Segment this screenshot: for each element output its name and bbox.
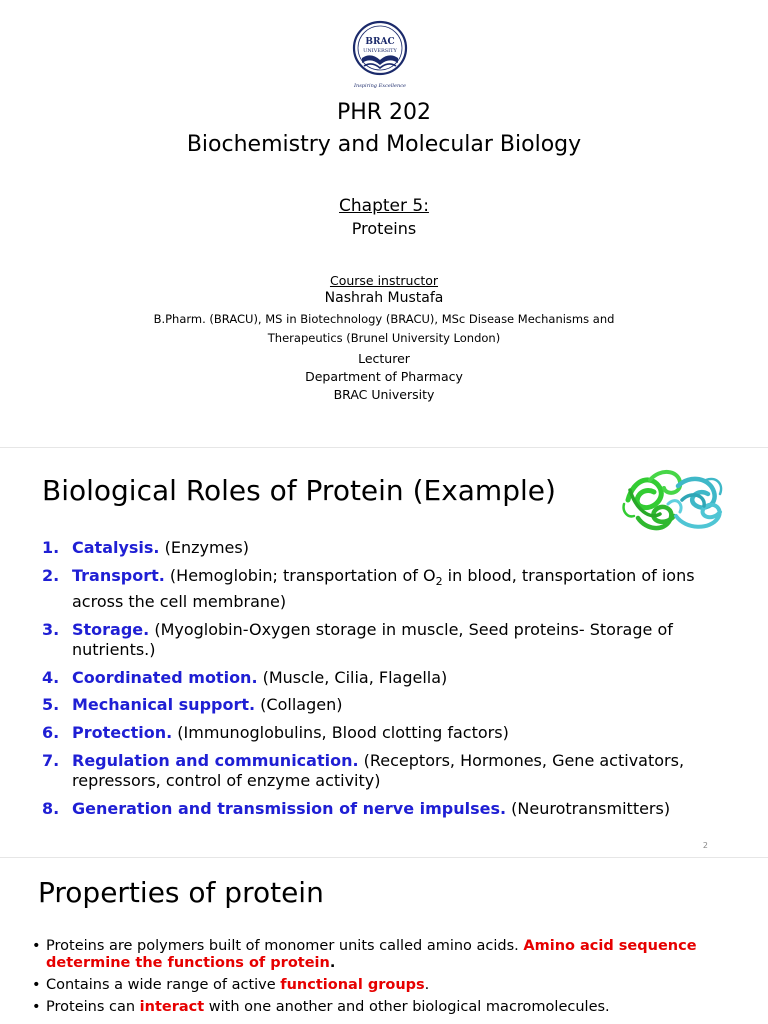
property-highlight: Amino acid sequence determine the functions of protein: [46, 938, 697, 971]
list-item: [32, 977, 742, 994]
protein-structure-image: [620, 460, 730, 545]
course-code: PHR 202: [336, 100, 432, 125]
instructor-department: Department of Pharmacy: [305, 369, 463, 384]
role-term: Transport.: [72, 565, 165, 585]
properties-slide-title: Properties of protein: [38, 876, 324, 909]
property-text-end: .: [424, 977, 430, 993]
instructor-name: Nashrah Mustafa: [324, 290, 444, 306]
role-term: Mechanical support.: [72, 695, 256, 715]
property-text: Proteins are polymers built of monomer units called amino acids.: [46, 938, 524, 954]
title-slide: [0, 0, 768, 448]
role-description: (Hemoglobin; transportation of O: [164, 565, 436, 585]
role-description: (Muscle, Cilia, Flagella): [257, 667, 448, 687]
list-number: 5.: [42, 695, 60, 715]
property-text: Contains a wide range of active: [46, 977, 281, 993]
instructor-university: BRAC University: [333, 387, 435, 402]
list-item: [42, 538, 702, 558]
chapter-label: Chapter 5:: [339, 196, 429, 216]
role-term: Coordinated motion.: [72, 667, 258, 687]
instructor-role: Lecturer: [358, 351, 410, 366]
list-item: [42, 668, 702, 688]
property-text: Proteins can: [46, 999, 140, 1015]
course-title: Biochemistry and Molecular Biology: [186, 132, 582, 157]
brac-logo-emblem: [340, 20, 420, 92]
roles-slide: [0, 448, 768, 858]
logo-tagline: Inspiring Excellence: [354, 83, 406, 89]
bullet-icon: •: [32, 938, 41, 954]
role-description: (Receptors, Hormones, Gene activators, repressors, control of enzyme activity): [72, 750, 685, 790]
slide-page-number: 2: [702, 841, 708, 850]
logo-name-text: BRAC: [365, 37, 395, 47]
role-description: (Immunoglobulins, Blood clotting factors): [172, 723, 509, 743]
role-term: Generation and transmission of nerve impulses.: [72, 798, 507, 818]
list-item: [32, 999, 742, 1016]
list-number: 7.: [42, 750, 60, 770]
list-item: [32, 938, 742, 972]
role-description-cont: in blood, transportation of ions across the cell membrane): [72, 565, 695, 611]
roles-list: [42, 538, 702, 827]
role-description: (Myoglobin-Oxygen storage in muscle, Seed proteins- Storage of nutrients.): [72, 619, 673, 659]
role-description: (Neurotransmitters): [506, 798, 671, 818]
property-text-end: with one another and other biological macromolecules.: [204, 999, 610, 1015]
instructor-credentials-line2: Therapeutics (Brunel University London): [267, 331, 501, 345]
instructor-label: Course instructor: [329, 273, 439, 288]
chapter-topic: Proteins: [351, 219, 417, 238]
list-number: 1.: [42, 538, 60, 557]
list-item: [42, 723, 702, 743]
role-description: (Collagen): [255, 695, 343, 715]
list-number: 8.: [42, 798, 60, 818]
properties-slide: [0, 858, 768, 1024]
list-item: [42, 566, 702, 612]
property-highlight: interact: [139, 999, 205, 1015]
logo-sub-text: UNIVERSITY: [363, 48, 397, 54]
list-item: [42, 799, 702, 819]
brac-university-logo: [340, 20, 420, 92]
list-item: [42, 620, 702, 660]
list-number: 2.: [42, 565, 60, 585]
instructor-credentials-line1: B.Pharm. (BRACU), MS in Biotechnology (BRACU), MSc Disease Mechanisms and: [153, 312, 615, 326]
protein-ribbon-icon: [620, 460, 730, 545]
list-number: 3.: [42, 619, 60, 639]
properties-list: [32, 938, 742, 1021]
role-term: Regulation and communication.: [72, 750, 359, 770]
role-term: Protection.: [72, 723, 173, 743]
role-term: Catalysis.: [72, 538, 160, 557]
property-highlight: functional groups: [280, 977, 425, 993]
bullet-icon: •: [32, 999, 41, 1015]
role-term: Storage.: [72, 619, 150, 639]
oxygen-subscript: 2: [435, 574, 443, 588]
list-number: 4.: [42, 667, 60, 687]
list-item: [42, 751, 702, 791]
role-description: (Enzymes): [159, 538, 249, 557]
list-number: 6.: [42, 723, 60, 743]
bullet-icon: •: [32, 977, 41, 993]
roles-slide-title: Biological Roles of Protein (Example): [42, 474, 556, 507]
list-item: [42, 695, 702, 715]
property-text-end: .: [329, 955, 336, 971]
